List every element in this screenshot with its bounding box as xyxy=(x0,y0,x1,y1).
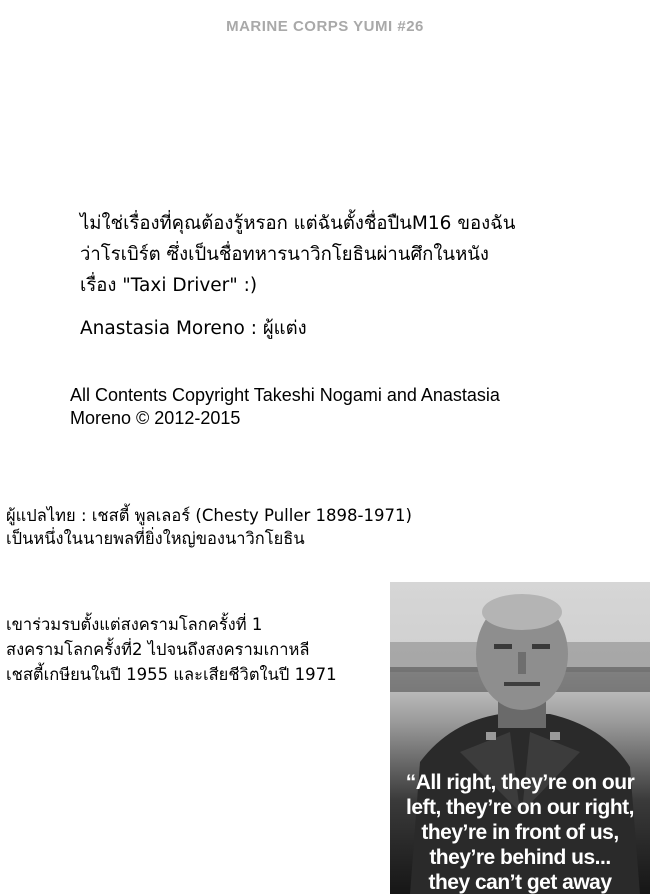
quote-line: they can’t get away xyxy=(428,871,612,894)
author-note xyxy=(80,208,620,301)
portrait-photo xyxy=(390,582,650,894)
author-credit: Anastasia Moreno : ผู้แต่ง xyxy=(80,318,307,339)
page-title: MARINE CORPS YUMI #26 xyxy=(226,18,424,35)
bio-line: เชสตี้เกษียนในปี 1955 และเสียชีวิตในปี 1971 xyxy=(6,665,337,684)
note-line: ว่าโรเบิร์ต ซึ่งเป็นชื่อทหารนาวิกโยธินผ่านศึกในหนัง xyxy=(80,244,489,265)
translator-line: เป็นหนึ่งในนายพลที่ยิ่งใหญ่ของนาวิกโยธิน xyxy=(6,529,305,548)
quote-line: “All right, they’re on our xyxy=(405,771,635,794)
translator-note xyxy=(6,504,412,550)
quote-line: they’re in front of us, xyxy=(421,821,619,844)
portrait-quote xyxy=(390,770,650,894)
biography-text xyxy=(6,612,391,687)
quote-line: left, they’re on our right, xyxy=(405,796,634,819)
bio-line: เขาร่วมรบตั้งแต่สงครามโลกครั้งที่ 1 xyxy=(6,615,263,634)
translator-line: ผู้แปลไทย : เชสตี้ พูลเลอร์ (Chesty Puller 1898-1971) xyxy=(6,506,412,525)
copyright-line: Moreno © 2012-2015 xyxy=(70,408,241,428)
note-line: เรื่อง "Taxi Driver" :) xyxy=(80,275,258,296)
bio-line: สงครามโลกครั้งที่2 ไปจนถึงสงครามเกาหลี xyxy=(6,640,310,659)
copyright-notice xyxy=(70,384,600,430)
copyright-line: All Contents Copyright Takeshi Nogami and Anastasia xyxy=(70,385,500,405)
quote-line: they’re behind us... xyxy=(429,846,611,869)
note-line: ไม่ใช่เรื่องที่คุณต้องรู้หรอก แต่ฉันตั้งชื่อปืนM16 ของฉัน xyxy=(80,213,516,234)
